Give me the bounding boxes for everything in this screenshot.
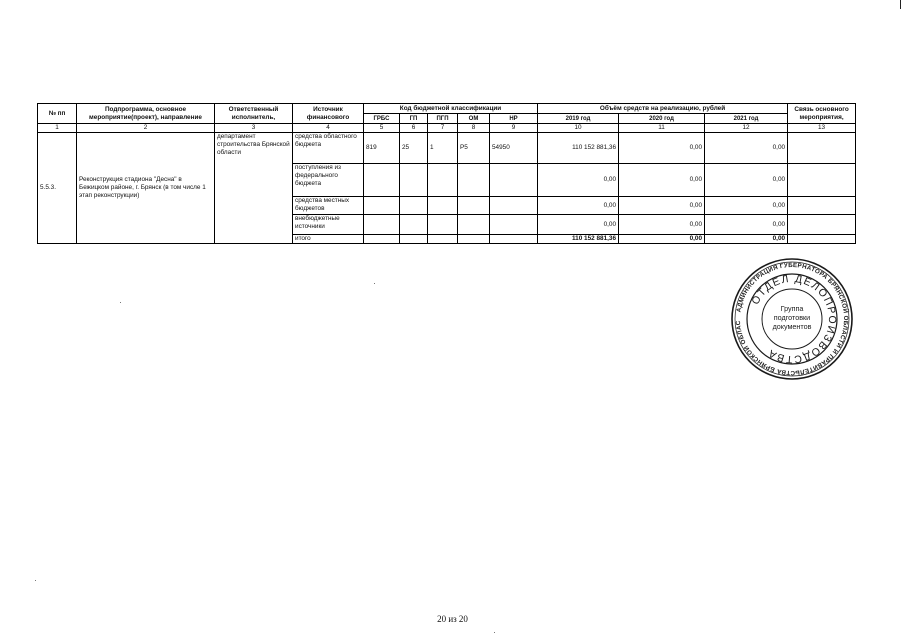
scan-speck xyxy=(494,632,495,633)
stamp-outer-text: АДМИНИСТРАЦИЯ ГУБЕРНАТОРА БРЯНСКОЙ ОБЛАСТИ И ПРАВИТЕЛЬСТВА БРЯНСКОЙ ОБЛАС xyxy=(734,261,850,377)
header-num: № пп xyxy=(38,104,77,124)
column-number: 5 xyxy=(364,124,400,133)
column-number: 13 xyxy=(788,124,856,133)
header-gp: ГП xyxy=(400,114,428,124)
column-number: 8 xyxy=(458,124,490,133)
budget-table xyxy=(37,103,856,244)
column-number: 2 xyxy=(77,124,215,133)
total-2021: 0,00 xyxy=(705,235,788,244)
value-2019: 0,00 xyxy=(538,197,619,215)
source-name: внебюджетные источники xyxy=(293,215,364,235)
header-2019: 2019 год xyxy=(538,114,619,124)
code-gp: 25 xyxy=(400,133,428,164)
header-executor: Ответственный исполнитель, xyxy=(215,104,293,124)
value-2020: 0,00 xyxy=(619,164,705,197)
header-grbs: ГРБС xyxy=(364,114,400,124)
row-number: 5.5.3. xyxy=(38,133,77,244)
column-number: 7 xyxy=(428,124,458,133)
header-nr: НР xyxy=(490,114,538,124)
scan-speck xyxy=(120,302,121,303)
column-number: 11 xyxy=(619,124,705,133)
stamp-ring-text: ОТДЕЛ ДЕЛОПРОИЗВОДСТВА xyxy=(749,272,839,366)
value-2021: 0,00 xyxy=(705,197,788,215)
official-stamp xyxy=(730,257,854,381)
stamp-graphic xyxy=(730,257,854,381)
link-cell xyxy=(788,235,856,244)
header-volume: Объём средств на реализацию, рублей xyxy=(538,104,788,114)
total-2020: 0,00 xyxy=(619,235,705,244)
code-om: P5 xyxy=(458,133,490,164)
header-2020: 2020 год xyxy=(619,114,705,124)
page-number: 20 из 20 xyxy=(437,614,468,624)
row-executor: департамент строительства Брянской области xyxy=(215,133,293,244)
total-label: итого xyxy=(293,235,364,244)
source-name: средства местных бюджетов xyxy=(293,197,364,215)
header-pgp: ПГП xyxy=(428,114,458,124)
scan-speck xyxy=(35,580,36,581)
table-row xyxy=(38,133,856,164)
code-grbs: 819 xyxy=(364,133,400,164)
column-number: 6 xyxy=(400,124,428,133)
header-2021: 2021 год xyxy=(705,114,788,124)
value-2021: 0,00 xyxy=(705,133,788,164)
column-number: 1 xyxy=(38,124,77,133)
code-nr: 54950 xyxy=(490,133,538,164)
header-source: Источник финансового xyxy=(293,104,364,124)
scan-speck xyxy=(374,283,375,284)
value-2020: 0,00 xyxy=(619,133,705,164)
value-2020: 0,00 xyxy=(619,197,705,215)
value-2021: 0,00 xyxy=(705,215,788,235)
column-number: 9 xyxy=(490,124,538,133)
stamp-center-text: Группа подготовки документов xyxy=(772,304,812,331)
value-2019: 0,00 xyxy=(538,164,619,197)
column-number: 4 xyxy=(293,124,364,133)
header-budget-code: Код бюджетной классификации xyxy=(364,104,538,114)
column-number: 3 xyxy=(215,124,293,133)
value-2019: 0,00 xyxy=(538,215,619,235)
column-number: 12 xyxy=(705,124,788,133)
column-number: 10 xyxy=(538,124,619,133)
code-pgp: 1 xyxy=(428,133,458,164)
header-om: ОМ xyxy=(458,114,490,124)
total-2019: 110 152 881,36 xyxy=(538,235,619,244)
column-numbers-row xyxy=(38,124,856,133)
link-cell xyxy=(788,197,856,215)
link-cell xyxy=(788,164,856,197)
value-2021: 0,00 xyxy=(705,164,788,197)
source-name: поступления из федерального бюджета xyxy=(293,164,364,197)
header-subprogram: Подпрограмма, основное мероприятие(проект), направление xyxy=(77,104,215,124)
link-cell xyxy=(788,133,856,164)
row-subprogram: Реконструкция стадиона "Десна" в Бежицком районе, г. Брянск (в том числе 1 этап реконструкции) xyxy=(77,133,215,244)
value-2020: 0,00 xyxy=(619,215,705,235)
link-cell xyxy=(788,215,856,235)
source-name: средства областного бюджета xyxy=(293,133,364,164)
value-2019: 110 152 881,36 xyxy=(538,133,619,164)
edge-mark xyxy=(900,0,901,9)
header-link: Связь основного мероприятия, xyxy=(788,104,856,124)
